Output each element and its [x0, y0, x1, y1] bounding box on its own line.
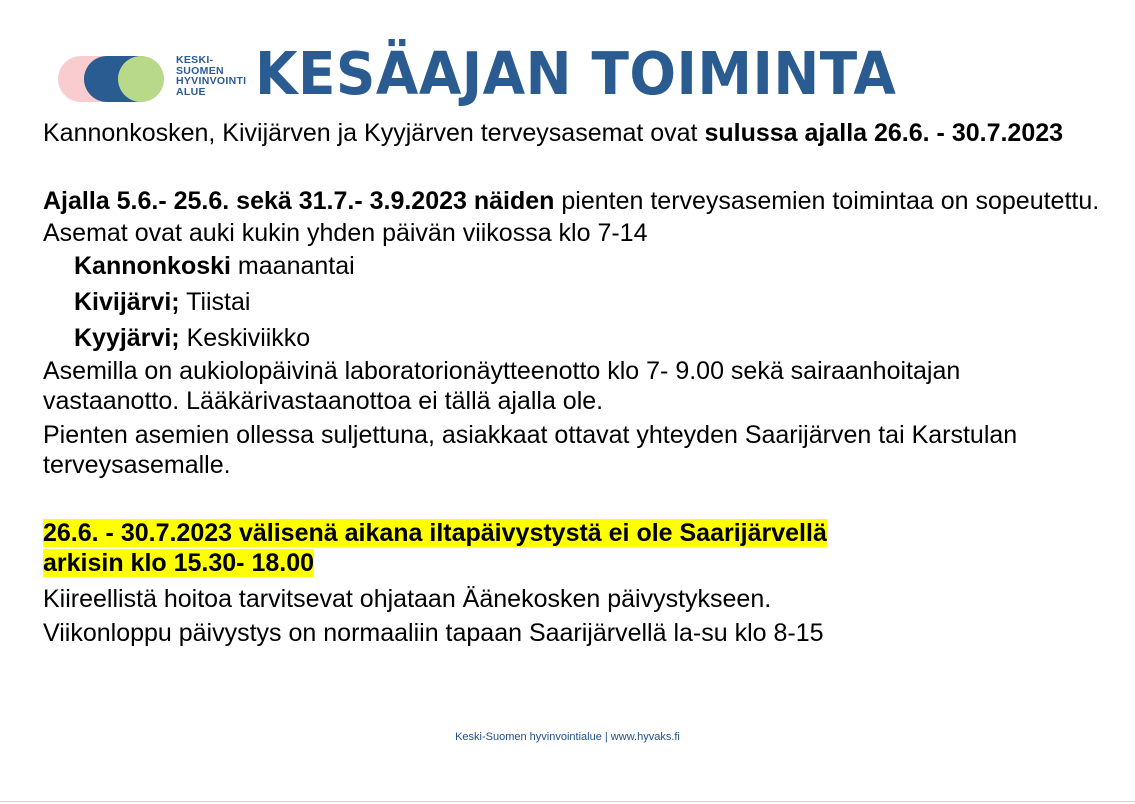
divider	[0, 801, 1135, 802]
station-day: Tiistai	[179, 288, 251, 316]
closed-contact-paragraph: Pienten asemien ollessa suljettuna, asiakkaat ottavat yhteyden Saarijärven tai Karstulan terveysasemalle.	[43, 421, 1018, 479]
station-item	[43, 284, 1103, 320]
periods-paragraph	[43, 186, 1103, 216]
station-day: maanantai	[230, 252, 355, 280]
station-item	[43, 248, 1103, 284]
evening-paragraph	[43, 518, 1103, 578]
evening-line-1: 26.6. - 30.7.2023 välisenä aikana iltapäivystystä ei ole Saarijärvellä	[43, 519, 827, 547]
periods-text: pienten terveysasemien toimintaa on sopeutettu.	[561, 187, 1100, 215]
logo-wordmark	[176, 55, 246, 97]
footer: Keski-Suomen hyvinvointialue | www.hyvaks.fi	[455, 731, 680, 743]
logo-line-1: KESKI-	[176, 54, 214, 66]
closure-paragraph	[43, 118, 1103, 148]
closure-text: Kannonkosken, Kivijärven ja Kyyjärven terveysasemat ovat	[43, 119, 705, 147]
open-days-intro: Asemat ovat auki kukin yhden päivän viikossa klo 7-14	[43, 219, 648, 247]
weekend-paragraph: Viikonloppu päivystys on normaaliin tapaan Saarijärvellä la-su klo 8-15	[43, 619, 824, 647]
logo-line-3: HYVINVOINTI	[176, 75, 247, 87]
station-name: Kivijärvi;	[74, 288, 180, 316]
notice-body	[43, 118, 1103, 648]
station-name: Kannonkoski	[74, 252, 231, 280]
spacer	[43, 148, 1103, 186]
spacer	[43, 480, 1103, 518]
logo-green-circle	[118, 56, 164, 102]
station-name: Kyyjärvi;	[74, 324, 180, 352]
logo-line-2: SUOMEN	[176, 64, 224, 77]
closure-dates: sulussa ajalla 26.6. - 30.7.2023	[704, 119, 1064, 147]
page-title: KESÄAJAN TOIMINTA	[255, 39, 897, 108]
logo-line-4: ALUE	[176, 85, 206, 98]
urgent-paragraph: Kiireellistä hoitoa tarvitsevat ohjataan Äänekosken päivystykseen.	[43, 585, 772, 613]
services-paragraph: Asemilla on aukiolopäivinä laboratorionäytteenotto klo 7- 9.00 sekä sairaanhoitajan vastaanotto. Lääkärivastaanottoa ei tällä ajalla ole.	[43, 357, 961, 415]
periods-dates: Ajalla 5.6.- 25.6. sekä 31.7.- 3.9.2023 näiden	[43, 187, 562, 215]
evening-line-2: arkisin klo 15.30- 18.00	[43, 549, 315, 577]
station-item	[43, 320, 1103, 356]
station-day: Keskiviikko	[179, 324, 311, 352]
